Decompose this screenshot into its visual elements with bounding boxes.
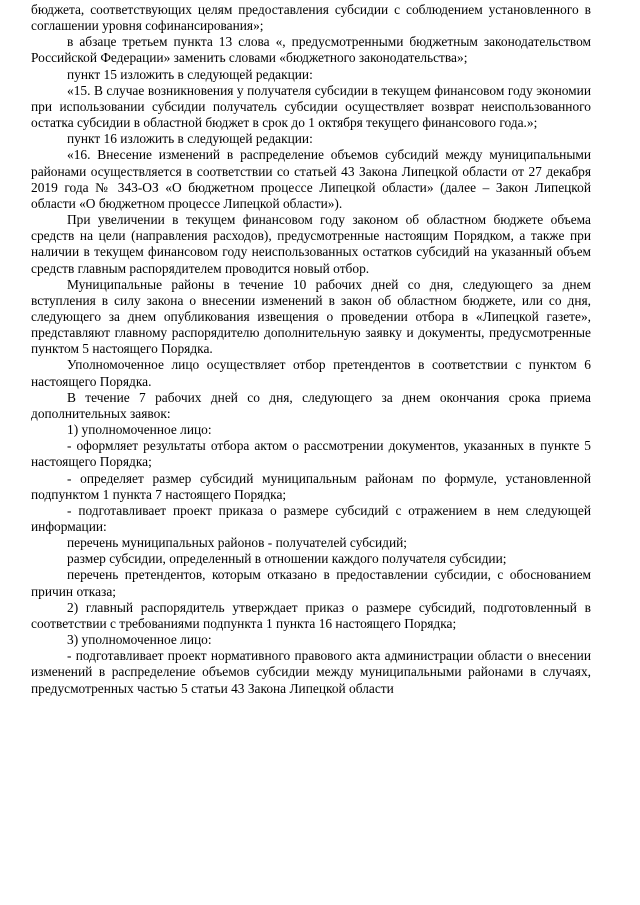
paragraph-11: 1) уполномоченное лицо: bbox=[67, 422, 212, 438]
paragraph-15: перечень муниципальных районов - получателей субсидий; bbox=[67, 535, 408, 551]
paragraph-12: - оформляет результаты отбора актом о рассмотрении документов, указанных в пункте 5 настоящего Порядка; bbox=[31, 438, 591, 470]
paragraph-8: Муниципальные районы в течение 10 рабочих дней со дня, следующего за днем вступления в силу закона о внесении изменений в закон об областном бюджете, или со дня, следующего за днем опубликования извещения о проведении отбора в «Липецкой газете», представляют главному распорядителю дополнительную заявку и документы, предусмотренные пунктом 5 настоящего Порядка. bbox=[31, 276, 591, 357]
paragraph-13: - определяет размер субсидий муниципальным районам по формуле, установленной подпунктом 1 пункта 7 настоящего Порядка; bbox=[31, 470, 591, 502]
paragraph-4: «15. В случае возникновения у получателя субсидии в текущем финансовом году экономии при использовании субсидии получатель субсидии осуществляет возврат неиспользованного остатка субсидии в областной бюджет в срок до 1 октября текущего финансового года.»; bbox=[31, 82, 591, 131]
paragraph-19: 3) уполномоченное лицо: bbox=[67, 632, 212, 648]
paragraph-17: перечень претендентов, которым отказано в предоставлении субсидии, с обоснованием причин отказа; bbox=[31, 567, 591, 599]
paragraph-2: в абзаце третьем пункта 13 слова «, предусмотренными бюджетным законодательством Российской Федерации» заменить словами «бюджетного законодательства»; bbox=[31, 34, 591, 66]
paragraph-16: размер субсидии, определенный в отношении каждого получателя субсидии; bbox=[67, 551, 507, 567]
paragraph-6: «16. Внесение изменений в распределение объемов субсидий между муниципальными районами осуществляется в соответствии со статьей 43 Закона Липецкой области от 27 декабря 2019 года № 343-ОЗ «О бюджетном процессе Липецкой области» (далее – Закон Липецкой области «О бюджетном процессе Липецкой области»). bbox=[31, 147, 591, 211]
paragraph-9: Уполномоченное лицо осуществляет отбор претендентов в соответствии с пунктом 6 настоящего Порядка. bbox=[31, 357, 591, 389]
paragraph-5: пункт 16 изложить в следующей редакции: bbox=[67, 131, 313, 147]
paragraph-1: бюджета, соответствующих целям предоставления субсидии с соблюдением установленного в соглашении уровня софинансирования»; bbox=[31, 2, 591, 34]
paragraph-7: При увеличении в текущем финансовом году законом об областном бюджете объема средств на цели (направления расходов), предусмотренные настоящим Порядком, а также при наличии в текущем финансовом году неиспользованных остатков субсидий на указанный объем средств главным распорядителем проводится новый отбор. bbox=[31, 212, 591, 276]
paragraph-18: 2) главный распорядитель утверждает приказ о размере субсидий, подготовленный в соответствии с требованиями подпункта 1 пункта 16 настоящего Порядка; bbox=[31, 599, 591, 631]
paragraph-10: В течение 7 рабочих дней со дня, следующего за днем окончания срока приема дополнительных заявок: bbox=[31, 389, 591, 421]
document-body bbox=[31, 2, 591, 697]
paragraph-14: - подготавливает проект приказа о размере субсидий с отражением в нем следующей информации: bbox=[31, 502, 591, 534]
paragraph-3: пункт 15 изложить в следующей редакции: bbox=[67, 66, 313, 82]
paragraph-20: - подготавливает проект нормативного правового акта администрации области о внесении изменений в распределение объемов субсидии между муниципальными районами в случаях, предусмотренных частью 5 статьи 43 Закона Липецкой области bbox=[31, 648, 591, 696]
